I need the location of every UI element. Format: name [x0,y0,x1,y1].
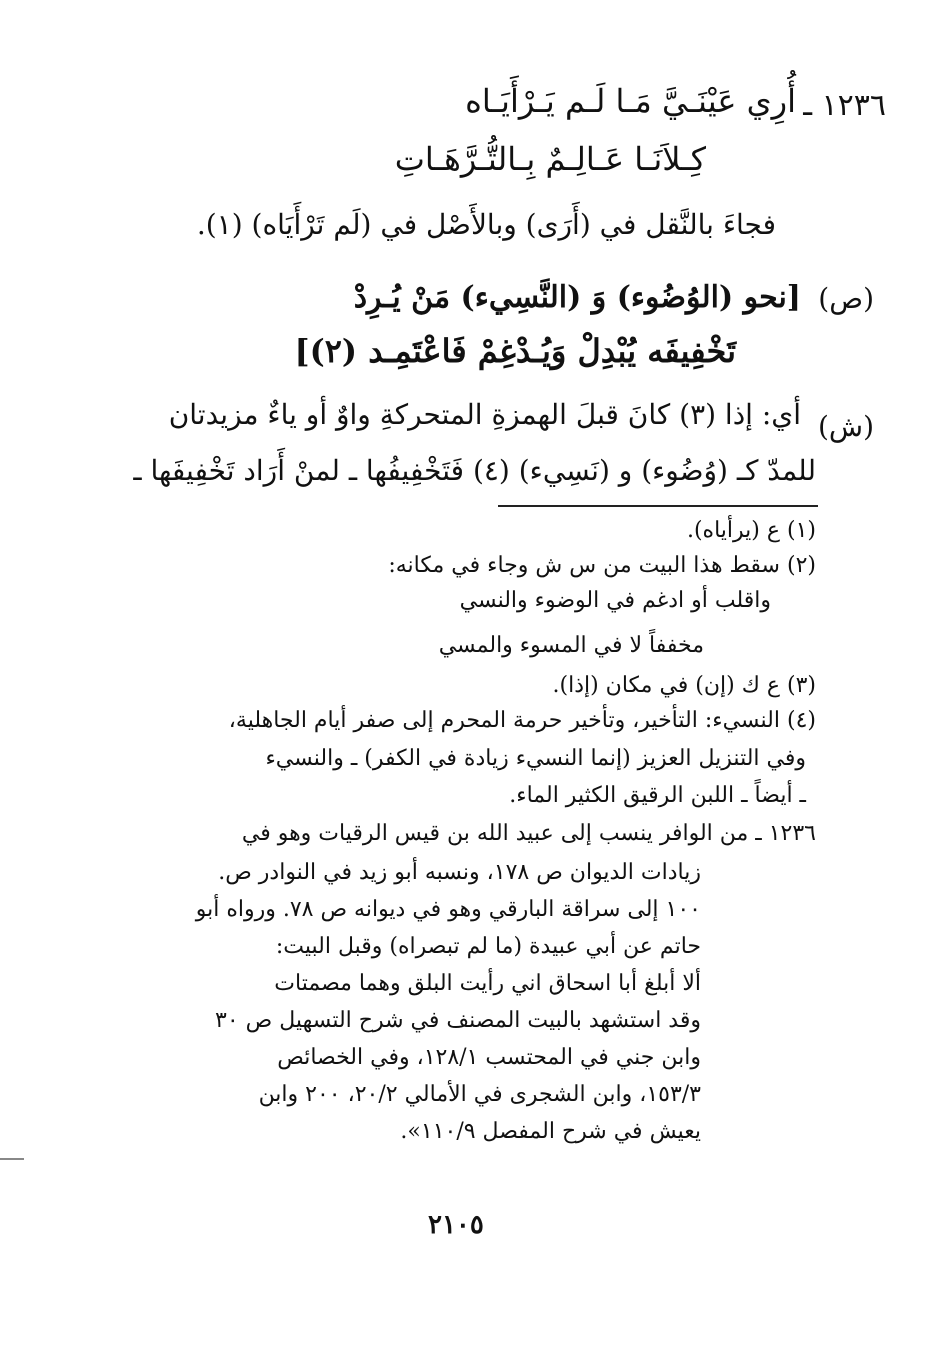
footnote-4-line-2: وفي التنزيل العزيز (إنما النسيء زيادة في الكفر) ـ والنسيء [265,746,806,771]
page-number: ٢١٠٥ [428,1210,484,1240]
footnote-1: (١) ع (يرأياه). [686,518,816,543]
matn-tag: (ص) [818,282,874,315]
verse-commentary-line-6: وقد استشهد بالبيت المصنف في شرح التسهيل ص ٣٠ [215,1008,701,1033]
footnote-2-verse-1: واقلب أو ادغم في الوضوء والنسي [459,588,771,613]
verse-hemistich-2: كِـلاَنَـا عَـالِـمٌ بِـالتُّـرَّهَـاتِ [394,140,706,178]
footnote-4-line-3: ـ أيضاً ـ اللبن الرقيق الكثير الماء. [509,783,806,808]
matn-line-1: [نحو (الوُضُوء) وَ (النَّسِيء) مَنْ يُـرِدْ [353,280,801,315]
scan-mark [0,1158,24,1160]
verse-commentary-line-2: زيادات الديوان ص ١٧٨، ونسبه أبو زيد في النوادر ص. [218,860,701,885]
footnote-4-line-1: (٤) النسيء: التأخير، وتأخير حرمة المحرم إلى صفر أيام الجاهلية، [228,708,816,733]
matn-line-2: تَخْفِيفَه يُبْدِلْ وَيُـدْغِمْ فَاعْتَمِـد (٢)] [294,332,736,370]
verse-commentary-line-8: ١٥٣/٣، وابن الشجرى في الأمالي ٢٠/٢، ٢٠٠ وابن [258,1082,701,1107]
verse-commentary-line-5: ألا أبلغ أبا اسحاق اني رأيت البلق وهما مصمتات [274,971,701,996]
sharh-line-1: أي: إذا (٣) كانَ قبلَ الهمزةِ المتحركةِ واوٌ أو ياءٌ مزيدتان [168,398,801,431]
verse-hemistich-1: أُرِي عَيْنَـيَّ مَـا لَـم يَـرْأَيَـاه [465,82,796,120]
verse-commentary-line-9: يعيش في شرح المفصل ١١٠/٩». [400,1119,701,1144]
verse-commentary-line-7: وابن جني في المحتسب ١٢٨/١، وفي الخصائص [277,1045,701,1070]
verse-commentary-line-3: ١٠٠ إلى سراقة البارقي وهو في ديوانه ص ٧٨. ورواه أبو [195,897,701,922]
verse-number: ١٢٣٦ ـ [803,88,886,123]
footnote-2: (٢) سقط هذا البيت من س ش وجاء في مكانه: [388,553,816,578]
footnote-divider [498,505,818,507]
footnote-3: (٣) ع ك (إن) في مكان (إذا). [552,673,816,698]
sharh-tag: (ش) [817,410,874,443]
verse-commentary-line-4: حاتم عن أبي عبيدة (ما لم تبصراه) وقبل البيت: [275,934,701,959]
verse-remark: فجاءَ بالنَّقل في (أَرَى) وبالأَصْل في (لَم تَرْأَيَاه) (١). [196,208,776,241]
footnote-2-verse-2: مخففاً لا في المسوء والمسي [438,633,704,658]
sharh-line-2: للمدّ كـ (وُضُوء) و (نَسِيء) (٤) فَتَخْفِيفُها ـ لمنْ أَرَاد تَخْفِيفَها ـ [133,454,816,487]
verse-commentary-line-1: ١٢٣٦ ـ من الوافر ينسب إلى عبيد الله بن قيس الرقيات وهو في [241,821,816,846]
